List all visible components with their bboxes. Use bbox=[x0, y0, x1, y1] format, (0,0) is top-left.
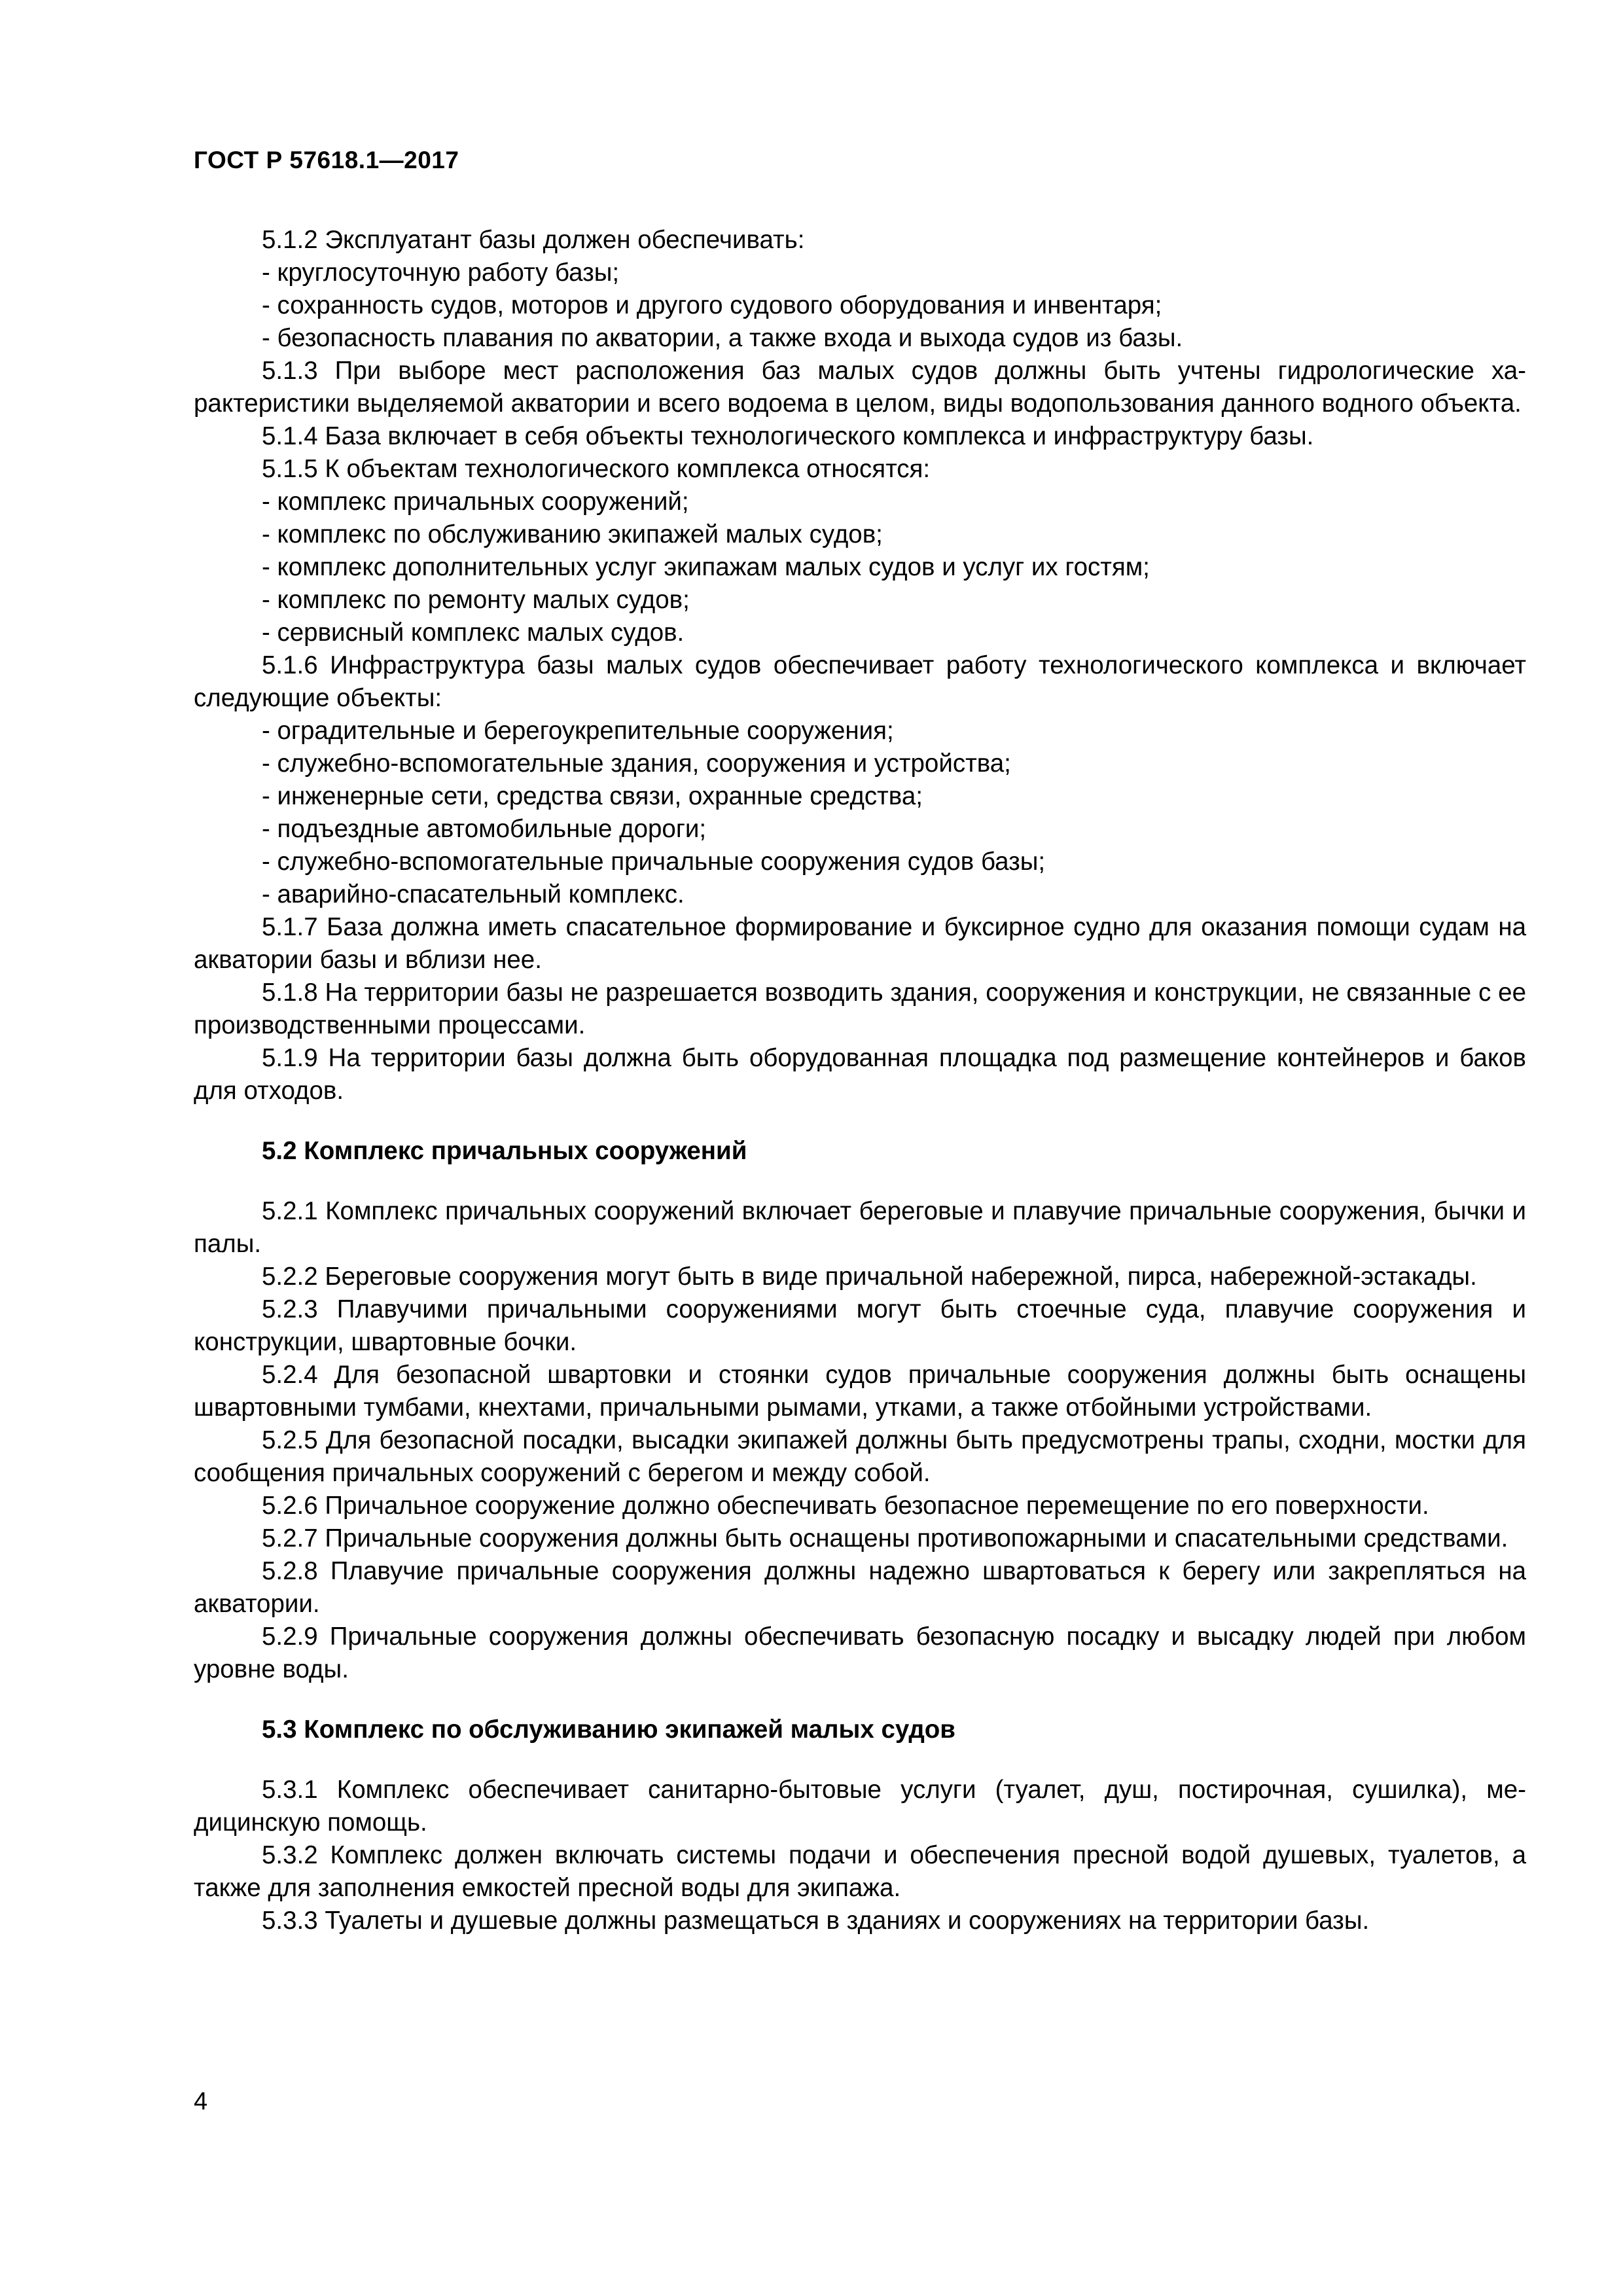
list-item: - подъездные автомобильные дороги; bbox=[262, 815, 707, 843]
clause-5-1-7: 5.1.7 База должна иметь спасательное формирование и буксирное судно для оказания помощи судам на акватории базы и вблизи нее. bbox=[194, 913, 1526, 974]
list-item: - служебно-вспомогательные причальные сооружения судов базы; bbox=[262, 848, 1046, 876]
clause-5-1-4: 5.1.4 База включает в себя объекты технологического комплекса и инфраструктуру базы. bbox=[262, 422, 1314, 450]
list-item: - сервисный комплекс малых судов. bbox=[262, 619, 685, 647]
clause-5-3-1: 5.3.1 Комплекс обеспечивает санитарно-бытовые услуги (туалет, душ, постирочная, сушилка), медицинскую помощь. bbox=[194, 1776, 1526, 1837]
list-item: - сохранность судов, моторов и другого судового оборудования и инвентаря; bbox=[262, 291, 1162, 319]
clause-5-2-7: 5.2.7 Причальные сооружения должны быть оснащены противопожарными и спасательными средствами. bbox=[262, 1524, 1508, 1552]
list-item: - комплекс по обслуживанию экипажей малых судов; bbox=[262, 520, 883, 548]
list-item: - оградительные и берегоукрепительные сооружения; bbox=[262, 717, 894, 745]
clause-5-2-6: 5.2.6 Причальное сооружение должно обеспечивать безопасное перемещение по его поверхности. bbox=[262, 1492, 1429, 1520]
list-item: - аварийно-спасательный комплекс. bbox=[262, 880, 685, 908]
section-heading-5-2: 5.2 Комплекс причальных сооружений bbox=[262, 1137, 747, 1165]
clause-5-3-3: 5.3.3 Туалеты и душевые должны размещаться в зданиях и сооружениях на территории базы. bbox=[262, 1907, 1370, 1935]
document-body bbox=[194, 224, 1526, 1937]
clause-5-2-9: 5.2.9 Причальные сооружения должны обеспечивать безопасную посадку и высадку людей при любом уровне воды. bbox=[194, 1623, 1526, 1683]
clause-5-1-9: 5.1.9 На территории базы должна быть оборудованная площадка под размещение контейнеров и баков для отходов. bbox=[194, 1044, 1526, 1105]
document-code-header: ГОСТ Р 57618.1—2017 bbox=[194, 147, 459, 173]
page-number: 4 bbox=[194, 2088, 208, 2115]
list-item: - круглосуточную работу базы; bbox=[262, 259, 620, 287]
list-item: - инженерные сети, средства связи, охранные средства; bbox=[262, 782, 923, 810]
clause-5-2-1: 5.2.1 Комплекс причальных сооружений включает береговые и плавучие причальные сооружения, бычки и палы. bbox=[194, 1197, 1526, 1258]
list-item: - служебно-вспомогательные здания, сооружения и устройства; bbox=[262, 749, 1011, 778]
clause-5-1-2: 5.1.2 Эксплуатант базы должен обеспечивать: bbox=[262, 226, 805, 254]
list-item: - комплекс по ремонту малых судов; bbox=[262, 586, 690, 614]
clause-5-2-5: 5.2.5 Для безопасной посадки, высадки экипажей должны быть предусмотрены трапы, сходни, мостки для сообщения причальных сооружений с берегом и между собой. bbox=[194, 1426, 1526, 1487]
clause-5-2-8: 5.2.8 Плавучие причальные сооружения должны надежно швартоваться к берегу или закрепляться на акватории. bbox=[194, 1557, 1526, 1618]
list-item: - комплекс дополнительных услуг экипажам малых судов и услуг их гостям; bbox=[262, 553, 1150, 581]
clause-5-1-8: 5.1.8 На территории базы не разрешается возводить здания, сооружения и конструкции, не связанные с ее производственными процессами. bbox=[194, 978, 1526, 1039]
clause-5-2-4: 5.2.4 Для безопасной швартовки и стоянки судов причальные сооружения должны быть оснащены швартовными тумбами, кнехтами, причальными рымами, утками, а также отбойными устройствами. bbox=[194, 1361, 1526, 1422]
list-item: - комплекс причальных сооружений; bbox=[262, 488, 689, 516]
clause-5-1-3: 5.1.3 При выборе мест расположения баз малых судов должны быть учтены гидрологические характеристики выделяемой акватории и всего водоема в целом, виды водопользования данного водного объекта. bbox=[194, 357, 1526, 418]
clause-5-3-2: 5.3.2 Комплекс должен включать системы подачи и обеспечения пресной водой душевых, туалетов, а также для заполнения емкостей пресной воды для экипажа. bbox=[194, 1841, 1526, 1902]
list-item: - безопасность плавания по акватории, а также входа и выхода судов из базы. bbox=[262, 324, 1183, 352]
section-heading-5-3: 5.3 Комплекс по обслуживанию экипажей малых судов bbox=[262, 1715, 955, 1744]
clause-5-2-2: 5.2.2 Береговые сооружения могут быть в виде причальной набережной, пирса, набережной-эстакады. bbox=[262, 1263, 1477, 1291]
clause-5-1-6: 5.1.6 Инфраструктура базы малых судов обеспечивает работу технологического комплекса и включает следующие объекты: bbox=[194, 651, 1526, 712]
clause-5-2-3: 5.2.3 Плавучими причальными сооружениями могут быть стоечные суда, плавучие сооружения и конструкции, швартовные бочки. bbox=[194, 1295, 1526, 1356]
clause-5-1-5: 5.1.5 К объектам технологического комплекса относятся: bbox=[262, 455, 931, 483]
